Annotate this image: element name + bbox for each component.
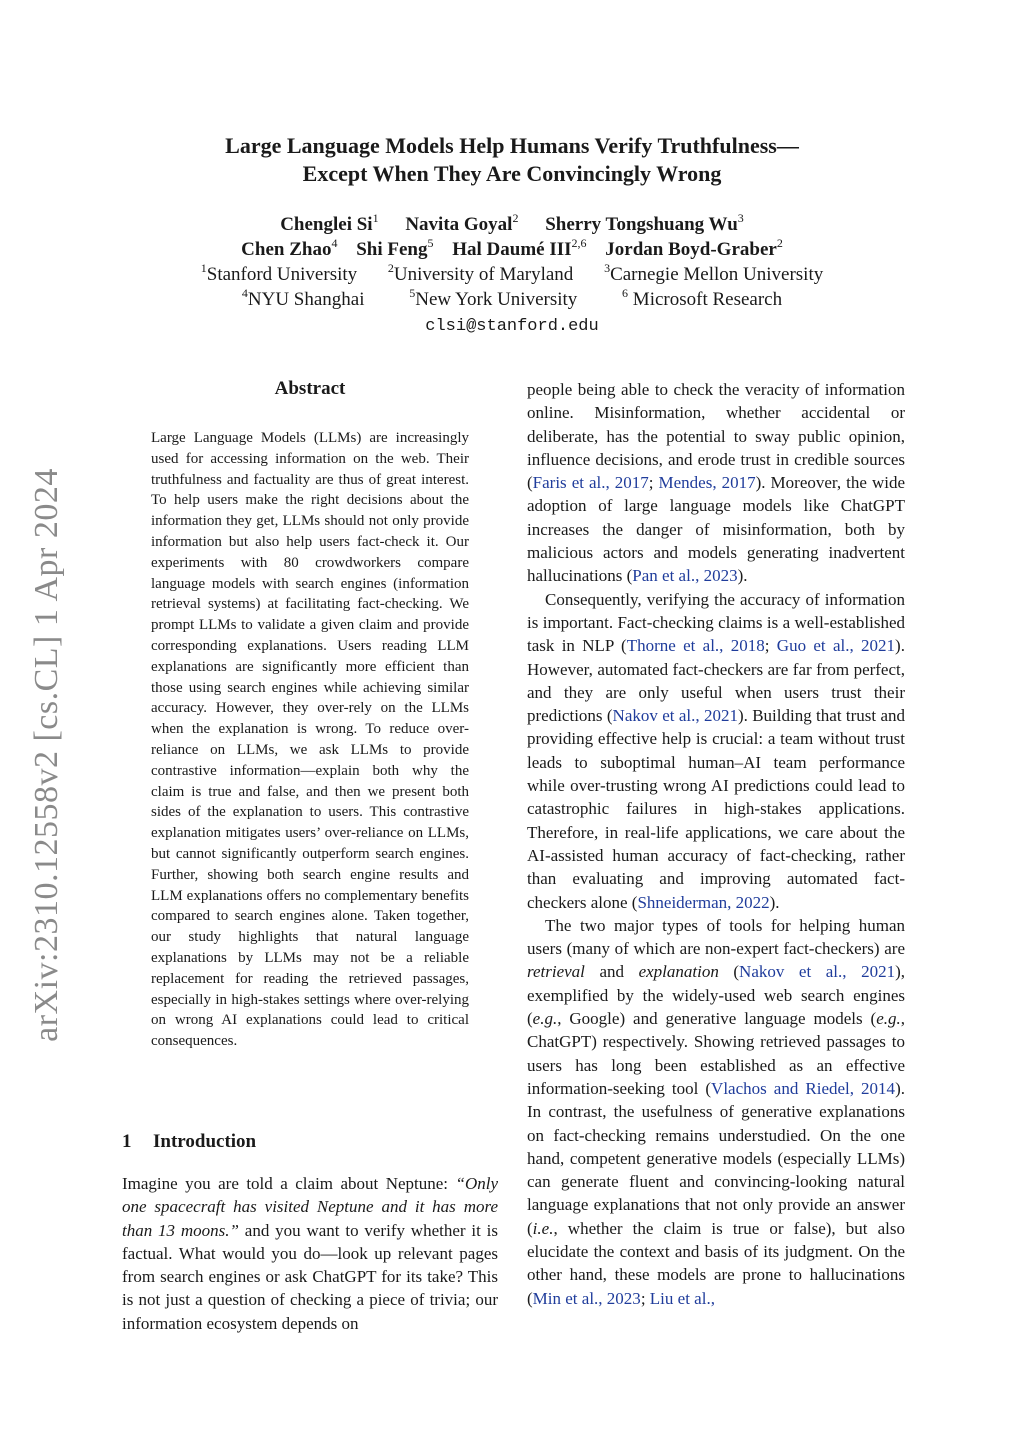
example-claim-quote: “Only one spacecraft has visited Neptune and it has more than 13 moons.” — [122, 1174, 498, 1240]
arxiv-identifier — [12, 460, 82, 1050]
citation-link[interactable]: Min et al., 2023 — [532, 1288, 641, 1308]
author-name: Sherry Tongshuang Wu — [545, 214, 738, 235]
section-number: 1 — [122, 1131, 132, 1152]
author-email[interactable]: clsi@stanford.edu — [425, 317, 599, 336]
affiliation: NYU Shanghai — [247, 289, 365, 310]
affiliation: Microsoft Research — [628, 289, 783, 310]
intro-paragraph: Imagine you are told a claim about Neptune: “Only one spacecraft has visited Neptune and it has more than 13 moons.” and you want to verify whether it is factual. What would you do—look up relevant pages from search engines or ask ChatGPT for its take? This is not just a question of checking a piece of trivia; our information ecosystem depends on — [122, 1174, 498, 1333]
author-block — [120, 212, 904, 339]
author-name: Navita Goyal — [405, 214, 513, 235]
affiliation: Stanford University — [206, 264, 358, 285]
title-line-2: Except When They Are Convincingly Wrong — [302, 161, 722, 186]
citation-link[interactable]: Pan et al., 2023 — [632, 566, 738, 586]
citation-link[interactable]: Thorne et al., 2018 — [626, 636, 765, 656]
citation-link[interactable]: Liu et al., — [649, 1288, 715, 1308]
paper-title — [120, 132, 904, 188]
author-name: Shi Feng — [356, 239, 428, 260]
author-name: Hal Daumé III — [452, 239, 572, 260]
email-row — [120, 312, 904, 339]
author-name: Chenglei Si — [280, 214, 373, 235]
citation-link[interactable]: Faris et al., 2017 — [532, 473, 649, 493]
citation-link[interactable]: Guo et al., 2021 — [776, 636, 896, 656]
affiliation: Carnegie Mellon University — [610, 264, 824, 285]
arxiv-identifier-text: arXiv:2310.12558v2 [cs.CL] 1 Apr 2024 — [28, 468, 65, 1042]
author-row-2: Chen Zhao$^4$ Shi Feng$^5$ Hal Daumé III$^{2,6}$ Jordan Boyd-Graber$^2$ — [241, 235, 783, 260]
citation-link[interactable]: Nakov et al., 2021 — [612, 706, 738, 726]
author-name: Chen Zhao — [241, 239, 332, 260]
citation-link[interactable]: Shneiderman, 2022 — [637, 892, 770, 912]
body-paragraph: The two major types of tools for helping human users (many of which are non-expert fact-checkers) are retrieval and explanation (Nakov et al., 2021), exemplified by the widely-used web search engines (e.g., Google) and generative language models (e.g., ChatGPT) respectively. Showing retrieved passages to users has long been established as an effective information-seeking tool (Vlachos and Riedel, 2014). In contrast, the usefulness of generative explanations on fact-checking remains understudied. On the one hand, competent generative models (especially LLMs) can generate fluent and convincing-looking natural language explanations that not only provide an answer (i.e., whether the claim is true or false), but also elucidate the context and basis of its judgment. On the other hand, these models are prone to hallucinations (Min et al., 2023; Liu et al., — [527, 915, 905, 1308]
section-heading-introduction — [122, 1131, 256, 1153]
right-column — [527, 378, 905, 1310]
title-line-1: Large Language Models Help Humans Verify Truthfulness— — [225, 133, 799, 158]
affiliation: University of Maryland — [393, 264, 574, 285]
citation-link[interactable]: Nakov et al., 2021 — [739, 962, 896, 982]
abstract-text: Large Language Models (LLMs) are increasingly used for accessing information on the web. Their truthfulness and factuality are thus of great interest. To help users make the right decisions about the information they get, LLMs should not only provide information but also help users fact-check it. Our experiments with 80 crowdworkers compare language models with search engines (information retrieval systems) at facilitating fact-checking. We prompt LLMs to validate a given claim and provide corresponding explanations. Users reading LLM explanations are significantly more efficient than those using search engines while achieving similar accuracy. However, they over-rely on the LLMs when the explanation is wrong. To reduce over-reliance on LLMs, we ask LLMs to provide contrastive information—explain both why the claim is true and false, and then we present both sides of the explanation to users. This contrastive explanation mitigates users’ over-reliance on LLMs, but cannot significantly outperform search engines. Further, showing both search engine results and LLM explanations offers no complementary benefits compared to search engines alone. Taken together, our study highlights that natural language explanations by LLMs may not be a reliable replacement for reading the retrieved passages, especially in high-stakes settings where over-relying on wrong AI explanations could lead to critical consequences. — [151, 430, 469, 1050]
body-paragraph: Consequently, verifying the accuracy of information is important. Fact-checking claims is a well-established task in NLP (Thorne et al., 2018; Guo et al., 2021). However, automated fact-checkers are far from perfect, and they are only useful when users trust their predictions (Nakov et al., 2021). Building that trust and providing effective help is crucial: a team without trust leads to suboptimal human–AI team performance while over-trusting wrong AI predictions could lead to catastrophic failures in high-stakes applications. Therefore, in real-life applications, we care about the AI-assisted human accuracy of fact-checking, rather than evaluating and improving automated fact-checkers alone (Shneiderman, 2022). — [527, 589, 905, 912]
abstract-heading: Abstract — [274, 378, 346, 399]
author-row-1: Chenglei Si$^1$ Navita Goyal$^2$ Sherry Tongshuang Wu$^3$ — [280, 210, 744, 235]
citation-link[interactable]: Vlachos and Riedel, 2014 — [711, 1078, 896, 1098]
author-name: Jordan Boyd-Graber — [605, 239, 777, 260]
affiliation: New York University — [415, 289, 578, 310]
citation-link[interactable]: Mendes, 2017 — [658, 473, 756, 493]
affiliation-row-1: $^1$Stanford University $^2$University of Maryland $^3$Carnegie Mellon University — [200, 260, 824, 285]
section-title: Introduction — [153, 1131, 257, 1152]
body-paragraph: people being able to check the veracity of information online. Misinformation, whether accidental or deliberate, has the potential to sway public opinion, influence decisions, and erode trust in credible sources (Faris et al., 2017; Mendes, 2017). Moreover, the wide adoption of large language models like ChatGPT increases the danger of misinformation, both by malicious actors and models generating inadvertent hallucinations (Pan et al., 2023). — [527, 380, 905, 586]
affiliation-row-2: $^4$NYU Shanghai $^5$New York University $^6$ Microsoft Research — [241, 285, 783, 310]
